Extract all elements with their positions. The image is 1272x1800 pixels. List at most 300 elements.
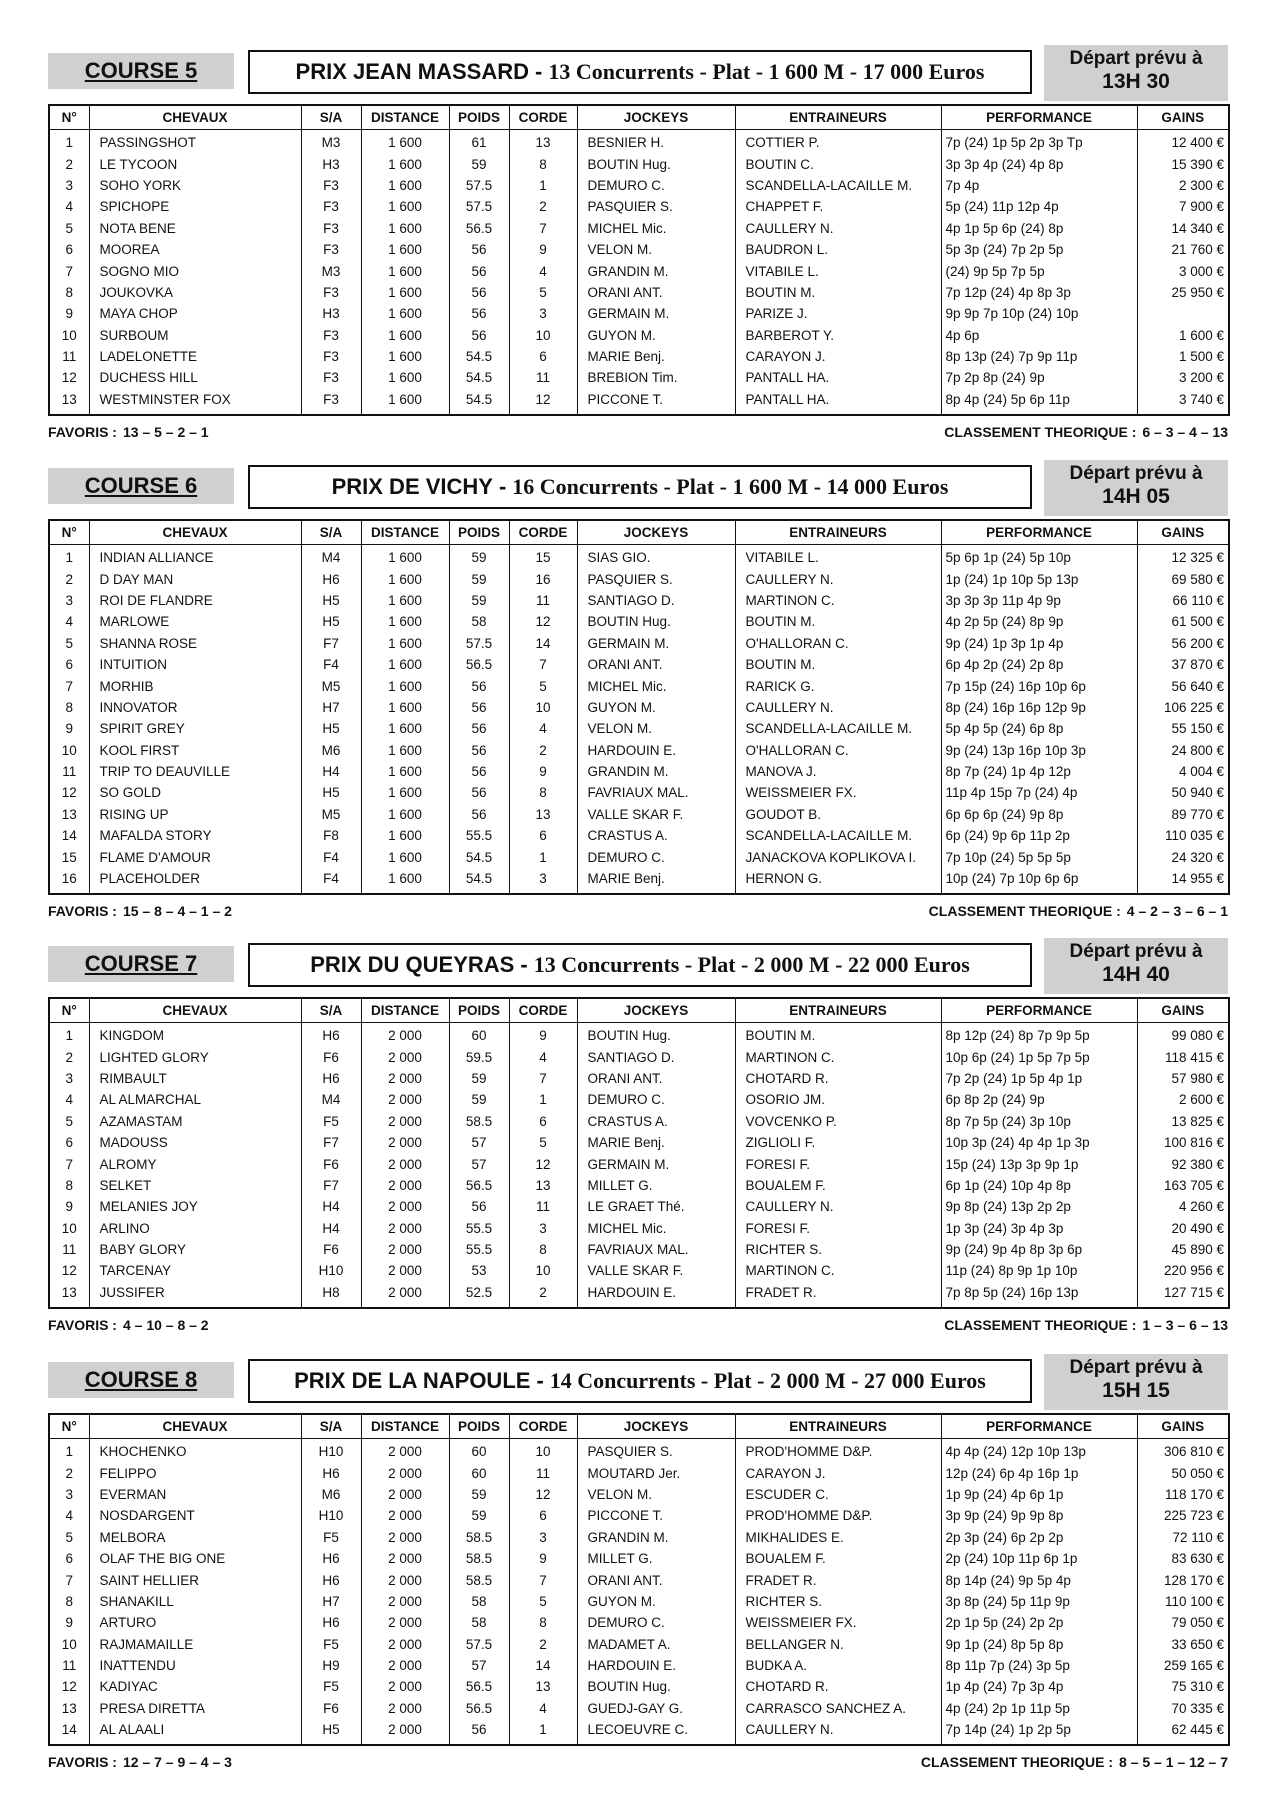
cell-performance: 7p 10p (24) 5p 5p 5p — [941, 846, 1137, 867]
cell-draw: 11 — [509, 367, 577, 388]
table-row — [49, 782, 1229, 803]
cell-distance: 2 000 — [361, 1132, 449, 1153]
cell-jockey: VALLE SKAR F. — [577, 1260, 735, 1281]
table-row — [49, 175, 1229, 196]
cell-sex-age: H3 — [301, 153, 361, 174]
favorites-label: FAVORIS : — [48, 424, 117, 441]
theoretical-ranking — [944, 424, 1228, 440]
cell-draw: 6 — [509, 1111, 577, 1132]
cell-sex-age: F5 — [301, 1634, 361, 1655]
cell-sex-age: H10 — [301, 1260, 361, 1281]
cell-trainer: BOUTIN M. — [735, 654, 941, 675]
cell-distance: 1 600 — [361, 611, 449, 632]
cell-distance: 2 000 — [361, 1196, 449, 1217]
column-header-draw: CORDE — [509, 105, 577, 130]
course-header — [48, 938, 1228, 994]
cell-earnings: 79 050 € — [1137, 1612, 1229, 1633]
cell-performance: 9p 8p (24) 13p 2p 2p — [941, 1196, 1137, 1217]
cell-distance: 1 600 — [361, 218, 449, 239]
cell-num: 3 — [49, 590, 89, 611]
cell-performance: 6p 8p 2p (24) 9p — [941, 1089, 1137, 1110]
cell-earnings: 50 050 € — [1137, 1462, 1229, 1483]
race-info: 13 Concurrents - Plat - 1 600 M - 17 000 Euros — [548, 59, 985, 84]
cell-sex-age: M3 — [301, 260, 361, 281]
cell-weight: 57.5 — [449, 633, 509, 654]
cell-weight: 56 — [449, 675, 509, 696]
cell-sex-age: F3 — [301, 367, 361, 388]
cell-jockey: ORANI ANT. — [577, 282, 735, 303]
cell-draw: 9 — [509, 761, 577, 782]
course-header — [48, 1354, 1228, 1410]
cell-sex-age: F3 — [301, 325, 361, 346]
favorites-value: 15 – 8 – 4 – 1 – 2 — [122, 903, 232, 920]
cell-performance: 15p (24) 13p 3p 9p 1p — [941, 1153, 1137, 1174]
cell-trainer: BELLANGER N. — [735, 1634, 941, 1655]
cell-draw: 16 — [509, 568, 577, 589]
cell-sex-age: H5 — [301, 611, 361, 632]
cell-horse: MADOUSS — [89, 1132, 301, 1153]
cell-jockey: MARIE Benj. — [577, 346, 735, 367]
cell-num: 7 — [49, 1153, 89, 1174]
cell-performance: 7p 12p (24) 4p 8p 3p — [941, 282, 1137, 303]
cell-jockey: BOUTIN Hug. — [577, 1023, 735, 1047]
cell-distance: 2 000 — [361, 1634, 449, 1655]
cell-trainer: RARICK G. — [735, 675, 941, 696]
cell-distance: 2 000 — [361, 1462, 449, 1483]
table-row — [49, 1023, 1229, 1047]
cell-sex-age: H6 — [301, 1612, 361, 1633]
column-header-num: N° — [49, 998, 89, 1023]
cell-weight: 53 — [449, 1260, 509, 1281]
cell-performance: 5p 4p 5p (24) 6p 8p — [941, 718, 1137, 739]
table-row — [49, 590, 1229, 611]
column-header-jockey: JOCKEYS — [577, 105, 735, 130]
cell-trainer: CARAYON J. — [735, 346, 941, 367]
cell-trainer: RICHTER S. — [735, 1239, 941, 1260]
cell-trainer: O'HALLORAN C. — [735, 633, 941, 654]
table-row — [49, 568, 1229, 589]
cell-earnings: 75 310 € — [1137, 1676, 1229, 1697]
cell-horse: SPIRIT GREY — [89, 718, 301, 739]
cell-earnings: 92 380 € — [1137, 1153, 1229, 1174]
cell-performance: 5p (24) 11p 12p 4p — [941, 196, 1137, 217]
column-header-num: N° — [49, 1414, 89, 1439]
cell-horse: NOSDARGENT — [89, 1505, 301, 1526]
course-section — [48, 1354, 1228, 1776]
table-row — [49, 1505, 1229, 1526]
race-name: PRIX JEAN MASSARD — [295, 59, 530, 84]
cell-draw: 8 — [509, 1612, 577, 1633]
cell-horse: MAFALDA STORY — [89, 825, 301, 846]
cell-num: 15 — [49, 846, 89, 867]
cell-num: 7 — [49, 260, 89, 281]
cell-weight: 54.5 — [449, 868, 509, 894]
cell-performance: 6p 4p 2p (24) 2p 8p — [941, 654, 1137, 675]
cell-horse: SHANNA ROSE — [89, 633, 301, 654]
cell-trainer: JANACKOVA KOPLIKOVA I. — [735, 846, 941, 867]
cell-num: 16 — [49, 868, 89, 894]
column-header-weight: POIDS — [449, 520, 509, 545]
cell-jockey: MOUTARD Jer. — [577, 1462, 735, 1483]
cell-draw: 4 — [509, 260, 577, 281]
cell-num: 2 — [49, 1462, 89, 1483]
cell-horse: INATTENDU — [89, 1655, 301, 1676]
cell-jockey: SANTIAGO D. — [577, 590, 735, 611]
cell-weight: 56 — [449, 697, 509, 718]
cell-sex-age: H4 — [301, 1196, 361, 1217]
column-header-distance: DISTANCE — [361, 998, 449, 1023]
cell-trainer: PARIZE J. — [735, 303, 941, 324]
cell-draw: 5 — [509, 1591, 577, 1612]
cell-num: 9 — [49, 1612, 89, 1633]
cell-performance: 10p 3p (24) 4p 4p 1p 3p — [941, 1132, 1137, 1153]
cell-jockey: GERMAIN M. — [577, 1153, 735, 1174]
cell-distance: 2 000 — [361, 1089, 449, 1110]
cell-num: 14 — [49, 825, 89, 846]
cell-earnings: 99 080 € — [1137, 1023, 1229, 1047]
cell-sex-age: F5 — [301, 1527, 361, 1548]
race-title — [248, 1359, 1032, 1403]
favorites-value: 13 – 5 – 2 – 1 — [122, 424, 209, 441]
column-header-draw: CORDE — [509, 1414, 577, 1439]
cell-distance: 1 600 — [361, 389, 449, 415]
cell-jockey: MARIE Benj. — [577, 1132, 735, 1153]
cell-jockey: MILLET G. — [577, 1548, 735, 1569]
cell-draw: 11 — [509, 1196, 577, 1217]
departure-label: Départ prévu à — [1069, 941, 1203, 962]
cell-weight: 54.5 — [449, 346, 509, 367]
cell-weight: 57 — [449, 1655, 509, 1676]
table-row — [49, 1634, 1229, 1655]
cell-performance: 2p 3p (24) 6p 2p 2p — [941, 1527, 1137, 1548]
cell-trainer: ESCUDER C. — [735, 1484, 941, 1505]
column-header-trainer: ENTRAINEURS — [735, 1414, 941, 1439]
cell-sex-age: F6 — [301, 1239, 361, 1260]
cell-performance: 8p 7p 5p (24) 3p 10p — [941, 1111, 1137, 1132]
cell-distance: 2 000 — [361, 1175, 449, 1196]
ranking-value: 6 – 3 – 4 – 13 — [1142, 424, 1228, 441]
cell-distance: 1 600 — [361, 761, 449, 782]
race-title — [248, 465, 1032, 509]
cell-performance: 3p 3p 4p (24) 4p 8p — [941, 153, 1137, 174]
table-row — [49, 740, 1229, 761]
cell-draw: 3 — [509, 868, 577, 894]
cell-weight: 54.5 — [449, 389, 509, 415]
cell-sex-age: F4 — [301, 654, 361, 675]
course-section — [48, 938, 1228, 1339]
cell-performance: 7p 2p 8p (24) 9p — [941, 367, 1137, 388]
cell-jockey: MICHEL Mic. — [577, 218, 735, 239]
cell-distance: 2 000 — [361, 1548, 449, 1569]
cell-trainer: CAULLERY N. — [735, 1196, 941, 1217]
cell-performance: 3p 9p (24) 9p 9p 8p — [941, 1505, 1137, 1526]
cell-num: 11 — [49, 761, 89, 782]
race-title — [248, 943, 1032, 987]
runners-table — [48, 1413, 1230, 1746]
cell-trainer: MARTINON C. — [735, 590, 941, 611]
cell-jockey: DEMURO C. — [577, 846, 735, 867]
cell-jockey: PASQUIER S. — [577, 196, 735, 217]
cell-horse: INNOVATOR — [89, 697, 301, 718]
column-header-draw: CORDE — [509, 520, 577, 545]
cell-draw: 14 — [509, 1655, 577, 1676]
cell-weight: 57.5 — [449, 196, 509, 217]
cell-weight: 59 — [449, 153, 509, 174]
cell-horse: D DAY MAN — [89, 568, 301, 589]
cell-distance: 2 000 — [361, 1612, 449, 1633]
cell-sex-age: F3 — [301, 239, 361, 260]
cell-horse: TRIP TO DEAUVILLE — [89, 761, 301, 782]
cell-distance: 1 600 — [361, 782, 449, 803]
table-row — [49, 282, 1229, 303]
cell-jockey: PASQUIER S. — [577, 1439, 735, 1463]
cell-trainer: SCANDELLA-LACAILLE M. — [735, 718, 941, 739]
ranking-label: CLASSEMENT THEORIQUE : — [920, 1754, 1114, 1771]
cell-num: 14 — [49, 1719, 89, 1745]
cell-horse: PLACEHOLDER — [89, 868, 301, 894]
cell-num: 13 — [49, 804, 89, 825]
cell-weight: 52.5 — [449, 1282, 509, 1308]
cell-sex-age: H10 — [301, 1439, 361, 1463]
cell-weight: 56 — [449, 1196, 509, 1217]
cell-weight: 57.5 — [449, 175, 509, 196]
cell-horse: ARLINO — [89, 1218, 301, 1239]
table-row — [49, 654, 1229, 675]
cell-earnings: 37 870 € — [1137, 654, 1229, 675]
cell-performance: 7p 15p (24) 16p 10p 6p — [941, 675, 1137, 696]
cell-performance: 1p 9p (24) 4p 6p 1p — [941, 1484, 1137, 1505]
cell-weight: 58 — [449, 1591, 509, 1612]
cell-trainer: WEISSMEIER FX. — [735, 1612, 941, 1633]
cell-distance: 2 000 — [361, 1153, 449, 1174]
cell-jockey: PICCONE T. — [577, 389, 735, 415]
cell-earnings: 225 723 € — [1137, 1505, 1229, 1526]
course-label: COURSE 6 — [48, 468, 234, 504]
table-row — [49, 1089, 1229, 1110]
favorites-value: 12 – 7 – 9 – 4 – 3 — [122, 1754, 232, 1771]
cell-horse: PASSINGSHOT — [89, 130, 301, 154]
cell-earnings: 55 150 € — [1137, 718, 1229, 739]
departure-time: 15H 15 — [1102, 1379, 1170, 1402]
cell-jockey: MICHEL Mic. — [577, 675, 735, 696]
cell-weight: 57 — [449, 1132, 509, 1153]
cell-jockey: PICCONE T. — [577, 1505, 735, 1526]
theoretical-ranking — [929, 903, 1228, 919]
departure-box — [1044, 1354, 1228, 1410]
cell-distance: 1 600 — [361, 175, 449, 196]
cell-trainer: HERNON G. — [735, 868, 941, 894]
cell-jockey: ORANI ANT. — [577, 1068, 735, 1089]
cell-num: 11 — [49, 1239, 89, 1260]
cell-trainer: SCANDELLA-LACAILLE M. — [735, 825, 941, 846]
cell-draw: 4 — [509, 1046, 577, 1067]
column-header-horse: CHEVAUX — [89, 998, 301, 1023]
column-header-trainer: ENTRAINEURS — [735, 998, 941, 1023]
cell-num: 3 — [49, 1484, 89, 1505]
cell-distance: 1 600 — [361, 282, 449, 303]
cell-weight: 56 — [449, 282, 509, 303]
cell-num: 1 — [49, 1023, 89, 1047]
cell-horse: MELBORA — [89, 1527, 301, 1548]
cell-earnings: 21 760 € — [1137, 239, 1229, 260]
table-row — [49, 1698, 1229, 1719]
cell-performance: 9p 9p 7p 10p (24) 10p — [941, 303, 1137, 324]
cell-horse: MOOREA — [89, 239, 301, 260]
cell-horse: NOTA BENE — [89, 218, 301, 239]
cell-trainer: BOUALEM F. — [735, 1548, 941, 1569]
course-label: COURSE 8 — [48, 1362, 234, 1398]
cell-horse: SOHO YORK — [89, 175, 301, 196]
cell-horse: LE TYCOON — [89, 153, 301, 174]
cell-jockey: VELON M. — [577, 718, 735, 739]
table-row — [49, 325, 1229, 346]
cell-draw: 6 — [509, 1505, 577, 1526]
course-section — [48, 45, 1228, 446]
cell-jockey: CRASTUS A. — [577, 825, 735, 846]
title-separator: - — [498, 474, 507, 499]
race-info: 14 Concurrents - Plat - 2 000 M - 27 000 Euros — [549, 1368, 986, 1393]
runners-table — [48, 519, 1230, 895]
cell-distance: 2 000 — [361, 1282, 449, 1308]
cell-earnings: 118 170 € — [1137, 1484, 1229, 1505]
cell-horse: ROI DE FLANDRE — [89, 590, 301, 611]
cell-weight: 55.5 — [449, 825, 509, 846]
cell-sex-age: F7 — [301, 1132, 361, 1153]
column-header-horse: CHEVAUX — [89, 520, 301, 545]
table-row — [49, 1132, 1229, 1153]
favorites-value: 4 – 10 – 8 – 2 — [122, 1317, 209, 1334]
race-info: 16 Concurrents - Plat - 1 600 M - 14 000 Euros — [512, 474, 949, 499]
cell-earnings: 56 640 € — [1137, 675, 1229, 696]
cell-trainer: CAULLERY N. — [735, 697, 941, 718]
cell-performance: 7p (24) 1p 5p 2p 3p Tp — [941, 130, 1137, 154]
cell-weight: 56.5 — [449, 654, 509, 675]
table-row — [49, 196, 1229, 217]
cell-sex-age: H4 — [301, 761, 361, 782]
cell-performance: 6p 1p (24) 10p 4p 8p — [941, 1175, 1137, 1196]
cell-num: 4 — [49, 1505, 89, 1526]
cell-horse: RAJMAMAILLE — [89, 1634, 301, 1655]
cell-sex-age: H5 — [301, 590, 361, 611]
table-row — [49, 1462, 1229, 1483]
cell-trainer: BARBEROT Y. — [735, 325, 941, 346]
cell-draw: 5 — [509, 675, 577, 696]
cell-earnings: 14 340 € — [1137, 218, 1229, 239]
cell-draw: 1 — [509, 1089, 577, 1110]
cell-weight: 56 — [449, 239, 509, 260]
ranking-value: 8 – 5 – 1 – 12 – 7 — [1119, 1754, 1228, 1771]
cell-trainer: CAULLERY N. — [735, 1719, 941, 1745]
cell-distance: 1 600 — [361, 590, 449, 611]
cell-draw: 9 — [509, 239, 577, 260]
cell-horse: BABY GLORY — [89, 1239, 301, 1260]
cell-num: 11 — [49, 1655, 89, 1676]
cell-earnings: 57 980 € — [1137, 1068, 1229, 1089]
cell-earnings: 100 816 € — [1137, 1132, 1229, 1153]
cell-distance: 2 000 — [361, 1111, 449, 1132]
cell-num: 3 — [49, 175, 89, 196]
cell-earnings: 163 705 € — [1137, 1175, 1229, 1196]
cell-performance: 8p 11p 7p (24) 3p 5p — [941, 1655, 1137, 1676]
cell-trainer: BOUTIN M. — [735, 1023, 941, 1047]
column-header-earnings: GAINS — [1137, 105, 1229, 130]
table-row — [49, 1439, 1229, 1463]
cell-jockey: BOUTIN Hug. — [577, 611, 735, 632]
cell-performance: 9p (24) 13p 16p 10p 3p — [941, 740, 1137, 761]
cell-jockey: VELON M. — [577, 1484, 735, 1505]
cell-horse: FELIPPO — [89, 1462, 301, 1483]
cell-draw: 11 — [509, 1462, 577, 1483]
cell-sex-age: F4 — [301, 846, 361, 867]
table-row — [49, 218, 1229, 239]
cell-horse: SO GOLD — [89, 782, 301, 803]
cell-draw: 9 — [509, 1023, 577, 1047]
cell-draw: 1 — [509, 175, 577, 196]
cell-weight: 55.5 — [449, 1218, 509, 1239]
cell-trainer: PANTALL HA. — [735, 367, 941, 388]
cell-num: 12 — [49, 367, 89, 388]
cell-jockey: BREBION Tim. — [577, 367, 735, 388]
cell-horse: JUSSIFER — [89, 1282, 301, 1308]
cell-horse: LADELONETTE — [89, 346, 301, 367]
column-header-distance: DISTANCE — [361, 105, 449, 130]
cell-earnings: 70 335 € — [1137, 1698, 1229, 1719]
cell-weight: 56 — [449, 325, 509, 346]
cell-performance: 9p (24) 9p 4p 8p 3p 6p — [941, 1239, 1137, 1260]
cell-horse: DUCHESS HILL — [89, 367, 301, 388]
cell-draw: 8 — [509, 782, 577, 803]
cell-num: 1 — [49, 130, 89, 154]
table-row — [49, 1655, 1229, 1676]
table-row — [49, 1591, 1229, 1612]
cell-weight: 56 — [449, 740, 509, 761]
cell-trainer: WEISSMEIER FX. — [735, 782, 941, 803]
column-header-sex-age: S/A — [301, 105, 361, 130]
cell-jockey: MILLET G. — [577, 1175, 735, 1196]
cell-performance: 4p 4p (24) 12p 10p 13p — [941, 1439, 1137, 1463]
column-header-num: N° — [49, 520, 89, 545]
cell-num: 9 — [49, 1196, 89, 1217]
table-row — [49, 761, 1229, 782]
cell-sex-age: F7 — [301, 633, 361, 654]
cell-horse: WESTMINSTER FOX — [89, 389, 301, 415]
table-header-row — [49, 998, 1229, 1023]
cell-performance: 4p 2p 5p (24) 8p 9p — [941, 611, 1137, 632]
cell-distance: 2 000 — [361, 1023, 449, 1047]
cell-draw: 7 — [509, 1569, 577, 1590]
cell-horse: SELKET — [89, 1175, 301, 1196]
cell-draw: 8 — [509, 1239, 577, 1260]
cell-weight: 58.5 — [449, 1527, 509, 1548]
departure-box — [1044, 460, 1228, 516]
cell-draw: 9 — [509, 1548, 577, 1569]
cell-performance: 8p 12p (24) 8p 7p 9p 5p — [941, 1023, 1137, 1047]
column-header-horse: CHEVAUX — [89, 1414, 301, 1439]
cell-performance: 3p 8p (24) 5p 11p 9p — [941, 1591, 1137, 1612]
cell-distance: 2 000 — [361, 1218, 449, 1239]
cell-num: 9 — [49, 718, 89, 739]
cell-earnings: 128 170 € — [1137, 1569, 1229, 1590]
table-row — [49, 1046, 1229, 1067]
cell-horse: MAYA CHOP — [89, 303, 301, 324]
cell-earnings: 13 825 € — [1137, 1111, 1229, 1132]
cell-trainer: BAUDRON L. — [735, 239, 941, 260]
table-row — [49, 1569, 1229, 1590]
cell-draw: 6 — [509, 346, 577, 367]
favorites-label: FAVORIS : — [48, 1317, 117, 1334]
cell-draw: 7 — [509, 1068, 577, 1089]
cell-jockey: FAVRIAUX MAL. — [577, 1239, 735, 1260]
